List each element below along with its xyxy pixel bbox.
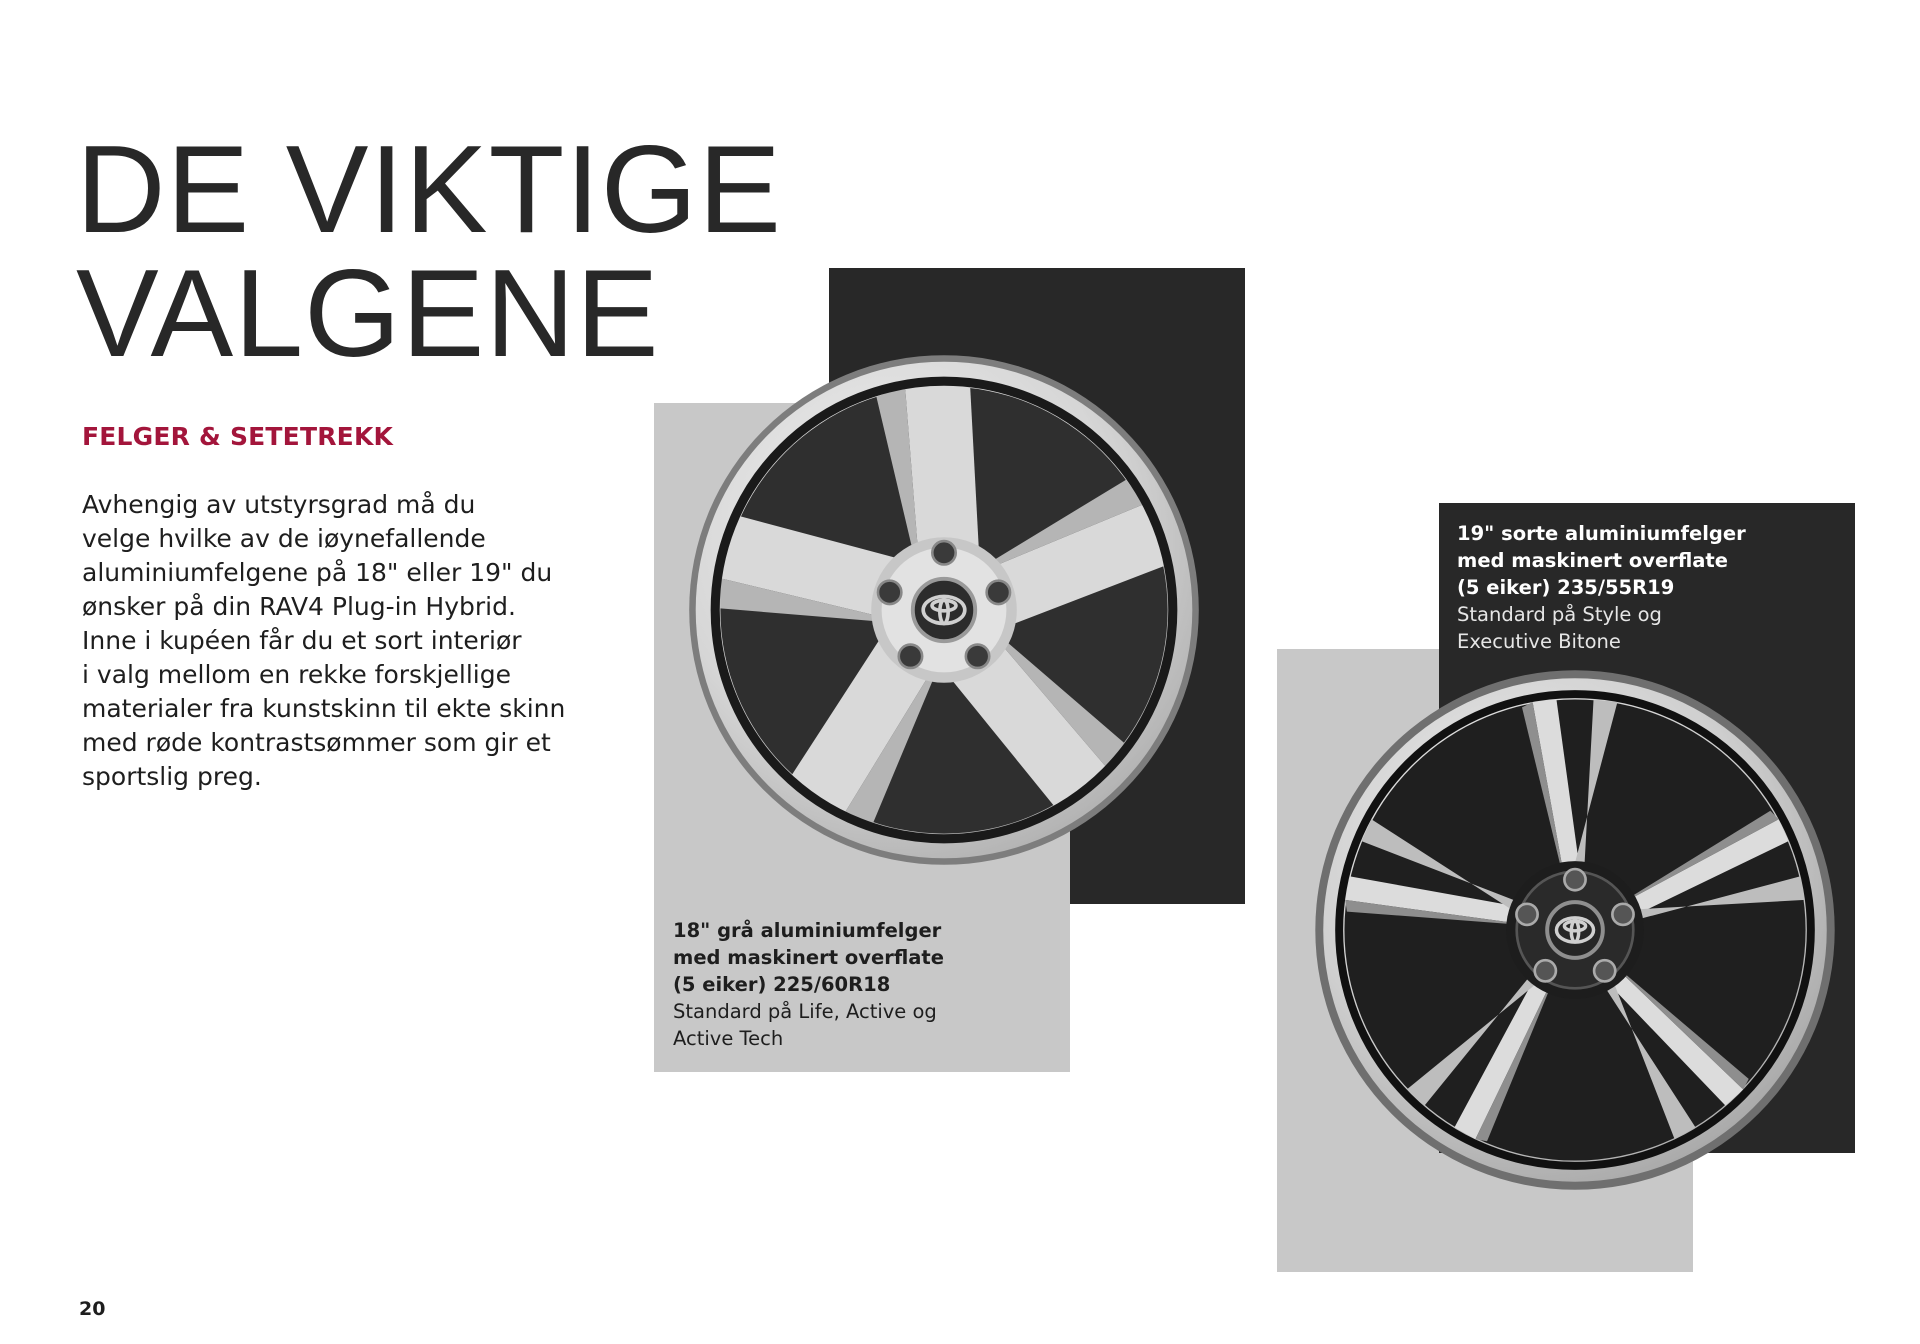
body-line: med røde kontrastsømmer som gir et	[82, 728, 551, 757]
body-line: materialer fra kunstskinn til ekte skinn	[82, 694, 566, 723]
caption-line: Standard på Style og	[1457, 603, 1662, 626]
caption-line: Standard på Life, Active og	[673, 1000, 937, 1023]
caption-bold-line: 19" sorte aluminiumfelger	[1457, 522, 1746, 545]
wheel-18-inch-illustration	[684, 350, 1204, 870]
body-line: ønsker på din RAV4 Plug-in Hybrid.	[82, 592, 516, 621]
page-title-line-1: DE VIKTIGE	[76, 121, 782, 259]
body-line: sportslig preg.	[82, 762, 262, 791]
caption-line: Active Tech	[673, 1027, 784, 1050]
caption-bold-line: (5 eiker) 235/55R19	[1457, 576, 1675, 599]
wheel-18-inch-caption	[673, 917, 1053, 1052]
body-line: velge hvilke av de iøynefallende	[82, 524, 486, 553]
wheel-18-inch-image	[684, 350, 1204, 870]
caption-line: Executive Bitone	[1457, 630, 1621, 653]
wheel-19-inch-image	[1310, 665, 1840, 1195]
wheel-19-inch-illustration	[1310, 665, 1840, 1195]
body-line: Inne i kupéen får du et sort interiør	[82, 626, 522, 655]
section-heading: FELGER & SETETREKK	[82, 422, 394, 451]
page-title	[76, 121, 782, 383]
body-paragraph	[82, 488, 642, 794]
wheel-19-inch-caption	[1457, 520, 1837, 655]
caption-bold-line: (5 eiker) 225/60R18	[673, 973, 891, 996]
page-title-line-2: VALGENE	[76, 245, 660, 383]
body-line: aluminiumfelgene på 18" eller 19" du	[82, 558, 553, 587]
page-number: 20	[79, 1298, 106, 1320]
body-line: Avhengig av utstyrsgrad må du	[82, 490, 476, 519]
caption-bold-line: med maskinert overflate	[1457, 549, 1728, 572]
caption-bold-line: 18" grå aluminiumfelger	[673, 919, 942, 942]
caption-bold-line: med maskinert overflate	[673, 946, 944, 969]
body-line: i valg mellom en rekke forskjellige	[82, 660, 511, 689]
